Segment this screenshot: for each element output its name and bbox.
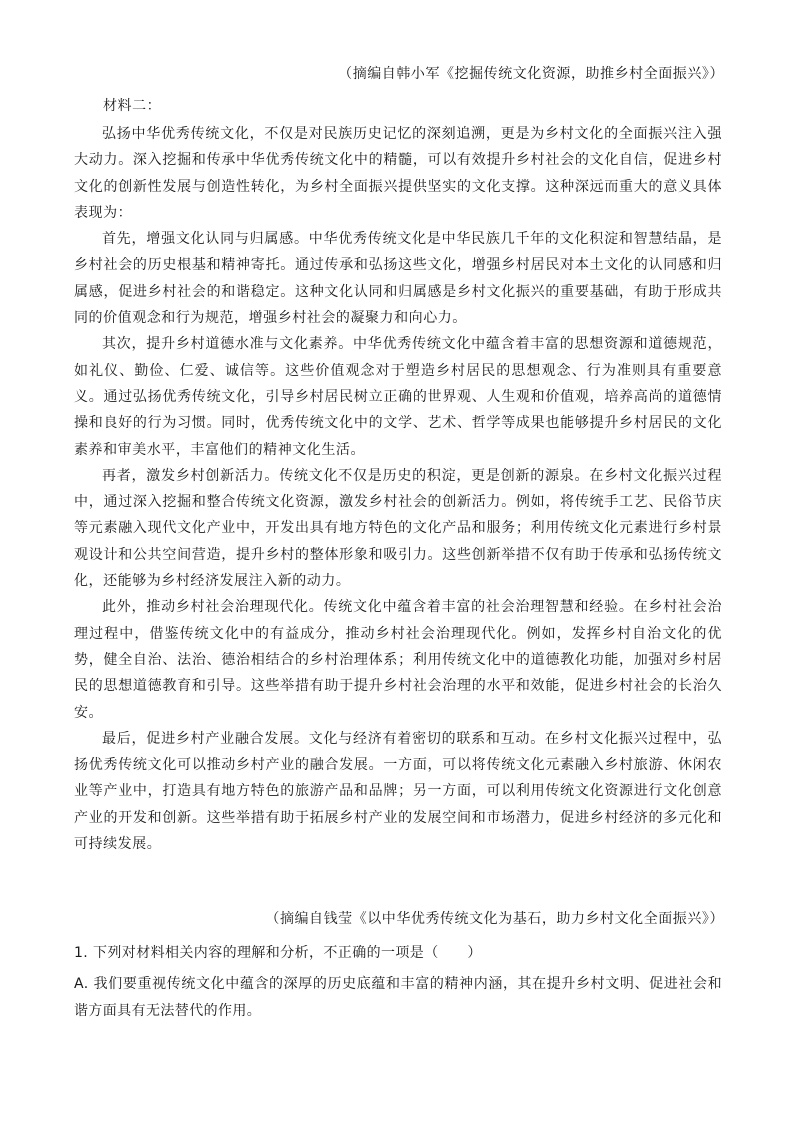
question-block bbox=[74, 940, 722, 1025]
paragraph-fifth: 最后，促进乡村产业融合发展。文化与经济有着密切的联系和互动。在乡村文化振兴过程中，弘扬优秀传统文化可以推动乡村产业的融合发展。一方面，可以将传统文化元素融入乡村旅游、休闲农业等产业中，打造具有地方特色的旅游产品和品牌；另一方面，可以利用传统文化资源进行文化创意产业的开发和创新。这些举措有助于拓展乡村产业的发展空间和市场潜力，促进乡村经济的多元化和可持续发展。 bbox=[74, 730, 722, 853]
question-stem: 1. 下列对材料相关内容的理解和分析，不正确的一项是（ ） bbox=[74, 945, 482, 961]
paragraph-third: 再者，激发乡村创新活力。传统文化不仅是历史的积淀，更是创新的源泉。在乡村文化振兴过程中，通过深入挖掘和整合传统文化资源，激发乡村社会的创新活力。例如，将传统手工艺、民俗节庆等元素融入现代文化产业中，开发出具有地方特色的文化产品和服务；利用传统文化元素进行乡村景观设计和公共空间营造，提升乡村的整体形象和吸引力。这些创新举措不仅有助于传承和弘扬传统文化，还能够为乡村经济发展注入新的动力。 bbox=[74, 467, 722, 590]
option-a: A. 我们要重视传统文化中蕴含的深厚的历史底蕴和丰富的精神内涵，其在提升乡村文明、促进社会和谐方面具有无法替代的作用。 bbox=[74, 976, 722, 1019]
paragraph-fourth: 此外，推动乡村社会治理现代化。传统文化中蕴含着丰富的社会治理智慧和经验。在乡村社会治理过程中，借鉴传统文化中的有益成分，推动乡村社会治理现代化。例如，发挥乡村自治文化的优势，健全自治、法治、德治相结合的乡村治理体系；利用传统文化中的道德教化功能，加强对乡村居民的思想道德教育和引导。这些举措有助于提升乡村社会治理的水平和效能，促进乡村社会的长治久安。 bbox=[74, 599, 722, 721]
paragraph-intro: 弘扬中华优秀传统文化，不仅是对民族历史记忆的深刻追溯，更是为乡村文化的全面振兴注入强大动力。深入挖掘和传承中华优秀传统文化中的精髓，可以有效提升乡村社会的文化自信，促进乡村文化的创新性发展与创造性转化，为乡村全面振兴提供坚实的文化支撑。这种深远而重大的意义具体表现为： bbox=[74, 126, 722, 221]
paragraph-first: 首先，增强文化认同与归属感。中华优秀传统文化是中华民族几千年的文化积淀和智慧结晶，是乡村社会的历史根基和精神寄托。通过传承和弘扬这些文化，增强乡村居民对本土文化的认同感和归属感，促进乡村社会的和谐稳定。这种文化认同和归属感是乡村文化振兴的重要基础，有助于形成共同的价值观念和行为规范，增强乡村社会的凝聚力和向心力。 bbox=[74, 231, 722, 327]
material-one-source: （摘编自韩小军《挖掘传统文化资源，助推乡村全面振兴》） bbox=[338, 66, 724, 82]
paragraph-second: 其次，提升乡村道德水准与文化素养。中华优秀传统文化中蕴含着丰富的思想资源和道德规范，如礼仪、勤俭、仁爱、诚信等。这些价值观念对于塑造乡村居民的思想观念、行为准则具有重要意义。通过弘扬优秀传统文化，引导乡村居民树立正确的世界观、人生观和价值观，培养高尚的道德情操和良好的行为习惯。同时，优秀传统文化中的文学、艺术、哲学等成果也能够提升乡村居民的文化素养和审美水平，丰富他们的精神文化生活。 bbox=[74, 336, 722, 458]
material-two-body bbox=[74, 121, 722, 857]
material-two-label: 材料二： bbox=[103, 98, 162, 114]
material-two-source: （摘编自钱莹《以中华优秀传统文化为基石，助力乡村文化全面振兴》） bbox=[265, 911, 724, 927]
